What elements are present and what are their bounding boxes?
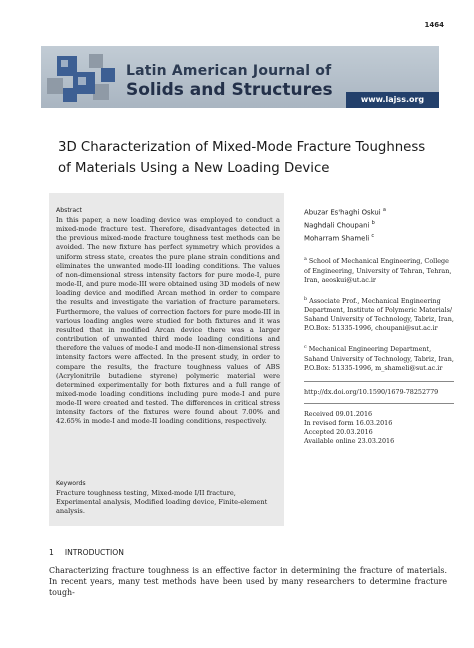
author-name: Naghdali Choupani $^b$ xyxy=(304,219,375,230)
divider xyxy=(304,381,454,382)
journal-title-line1: Latin American Journal of xyxy=(126,63,332,79)
journal-logo-icon xyxy=(43,48,121,106)
date-revised: In revised form 16.03.2016 xyxy=(304,418,393,427)
journal-banner xyxy=(41,46,439,108)
page-number: 1464 xyxy=(424,21,444,29)
date-online: Available online 23.03.2016 xyxy=(304,437,395,446)
date-accepted: Accepted 20.03.2016 xyxy=(304,427,373,436)
author-sidebar xyxy=(304,205,454,446)
abstract-text: In this paper, a new loading device was employed to conduct a mixed-mode fracture test. Therefore, disadvantages detected in the previous mixed-mode fracture toughness test methods can be avoided. The new fixture has perfect symmetry which provides a uniform stress state, creates the pure plane strain conditions and eliminates the unwanted mode-III loading conditions. The values of non-dimensional stress intensity factors for pure mode-I, pure mode-II, and pure mode-III were obtained using 3D models of new loading device and modified Arcan method in order to compare the results and investigate the variation of fracture parameters. Furthermore, the values of correction factors for pure mode-III in various loading angles were studied for both fixtures and it was resulted that in modified Arcan device there was a larger contribution of unwanted third mode loading conditions and therefore the values of mode-I and mode-II non-dimensional stress intensity factors were affected. In the present study, in order to compare the results, the fracture toughness values of ABS (Acrylonitrile butadiene styrene) polymeric material were determined experimentally for both fixtures and a full range of mixed-mode loading conditions including pure mode-I and pure mode-II were created and tested. The differences in critical stress intensity factors of the fixtures were found about 7.00% and 42.65% in mode-I and mode-II loading conditions, respectively. xyxy=(56,216,280,426)
keywords-heading: Keywords xyxy=(56,480,86,487)
affiliation-b: $^b$ Associate Prof., Mechanical Engineering Department, Institute of Polymeric Materials/ Sahand University of Technology, Tabriz, Iran, P.O.Box: 51335-1996, choupani@sut.ac.ir xyxy=(304,296,454,333)
section-number: 1 xyxy=(49,548,54,557)
doi-link[interactable]: http://dx.doi.org/10.1590/1679-78252779 xyxy=(304,387,439,396)
author-name: Abuzar Es'haghi Oskui $^a$ xyxy=(304,207,386,217)
author-name: Moharram Shameli $^c$ xyxy=(304,232,375,242)
abstract-box xyxy=(49,193,284,526)
keywords-text: Fracture toughness testing, Mixed-mode I/II fracture, Experimental analysis, Modified loading device, Finite-element analysis. xyxy=(56,489,268,516)
paper-title xyxy=(58,137,438,179)
date-received: Received 09.01.2016 xyxy=(304,409,373,418)
section-heading xyxy=(49,548,124,557)
section-title: INTRODUCTION xyxy=(64,548,124,557)
intro-paragraph: Characterizing fracture toughness is an effective factor in determining the fracture of materials. In recent years, many test methods have been used by many researchers to determine fracture tough- xyxy=(49,566,447,598)
paper-title-line1: 3D Characterization of Mixed-Mode Fracture Toughness xyxy=(58,140,426,155)
divider xyxy=(304,403,454,404)
journal-url-link[interactable]: www.lajss.org xyxy=(346,92,439,108)
affiliation-a: $^a$ School of Mechanical Engineering, College of Engineering, University of Tehran, Tehran, Iran, aeoskui@ut.ac.ir xyxy=(304,257,452,284)
paper-title-line2: of Materials Using a New Loading Device xyxy=(58,161,330,176)
affiliation-c: $^c$ Mechanical Engineering Department, Sahand University of Technology, Tabriz, Iran, P.O.Box: 51335-1996, m_shameli@sut.ac.ir xyxy=(304,345,454,372)
journal-title-line2: Solids and Structures xyxy=(126,80,333,100)
article-dates xyxy=(304,410,454,446)
abstract-heading: Abstract xyxy=(56,207,82,214)
author-list xyxy=(304,205,454,243)
